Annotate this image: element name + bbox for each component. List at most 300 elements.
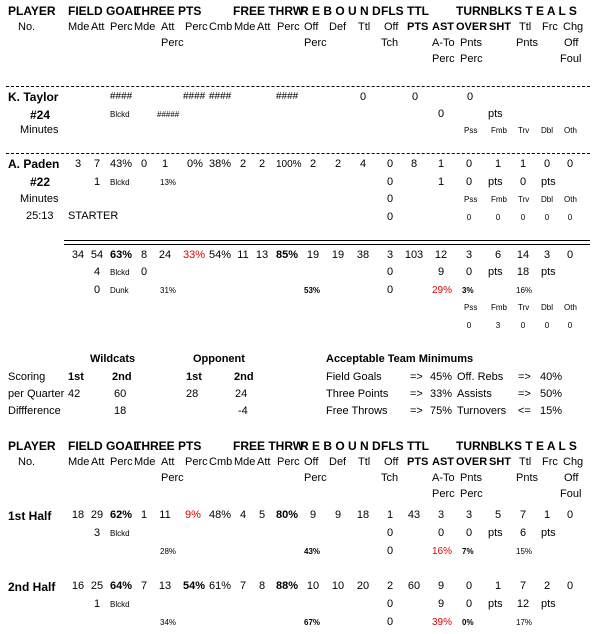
minutes-label: Minutes [20, 193, 59, 205]
pss-label: Pss [464, 303, 478, 312]
frc: 0 [543, 158, 551, 170]
fls-tch: 0 [386, 284, 394, 296]
stl-ttl-header: Ttl [519, 456, 532, 468]
a-to-perc-header: Perc [432, 488, 455, 500]
turn: 3 [465, 249, 473, 261]
cmb: 38% [209, 158, 232, 170]
tp-perc: 33% [183, 249, 206, 261]
tp-att: 24 [158, 249, 172, 261]
reb-ttl: 4 [359, 158, 367, 170]
opponent-diff: -4 [238, 405, 248, 417]
stl-perc: 17% [516, 618, 533, 627]
tp-mde: 1 [140, 509, 148, 521]
wildcats-diff: 18 [114, 405, 127, 417]
stl-pnts: 12 [516, 598, 530, 610]
reb-ttl-value: 0 [360, 91, 367, 103]
reb-ttl: 20 [356, 580, 370, 592]
minimum-value: 50% [540, 388, 563, 400]
fg-att: 29 [90, 509, 104, 521]
reb-def-header: Def [329, 456, 347, 468]
over-header: OVER [456, 456, 488, 468]
fg-mde: 16 [71, 580, 85, 592]
opponent-second-header: 2nd [234, 371, 254, 383]
tp-att: 13 [158, 580, 172, 592]
blckd-label: Blckd [110, 268, 130, 277]
over-pnts: 0 [465, 266, 473, 278]
dbl-label: Dbl [541, 126, 554, 135]
blk-header: BLK [489, 439, 514, 453]
fg-perc-header: Perc [110, 456, 133, 468]
trv-value: 0 [520, 213, 526, 222]
minimum-op: => [410, 388, 423, 400]
minimum-value: 15% [540, 405, 563, 417]
starter-label: STARTER [68, 210, 119, 222]
fg-att: 25 [90, 580, 104, 592]
reb-off-perc-header: Perc [304, 472, 327, 484]
ft-att: 5 [258, 509, 266, 521]
fls-off-header: Off [384, 21, 399, 33]
trv-label: Trv [518, 126, 530, 135]
reb-off-header: Off [304, 21, 319, 33]
half-label: 1st Half [8, 509, 52, 523]
ttl-header: TTL [407, 439, 429, 453]
tp-att: 1 [161, 158, 169, 170]
opponent-q2: 24 [235, 388, 248, 400]
blckd-label: Blckd [110, 600, 130, 609]
a-to: 9 [437, 598, 445, 610]
cmb: 48% [209, 509, 232, 521]
blk-header: BLK [489, 4, 514, 18]
fmb-value: 3 [495, 321, 501, 330]
fg-perc: 64% [110, 580, 133, 592]
stl-perc: 15% [516, 547, 533, 556]
dbl-value: 0 [544, 213, 550, 222]
fls: 0 [386, 158, 394, 170]
sht-header: SHT [489, 21, 511, 33]
cmb: 61% [209, 580, 232, 592]
fg-att: 7 [93, 158, 101, 170]
trv-label: Trv [518, 303, 530, 312]
fls-off: 0 [386, 527, 394, 539]
stl-ttl-header: Ttl [519, 21, 532, 33]
reb-def: 9 [334, 509, 342, 521]
tp-mde-header: Mde [134, 21, 156, 33]
blckd-value: 3 [93, 527, 101, 539]
reb-off: 2 [309, 158, 317, 170]
free-thrw-header: FREE THRW [233, 4, 305, 18]
chg: 0 [566, 158, 574, 170]
tp-mde: 7 [140, 580, 148, 592]
dunk-value: 0 [93, 284, 101, 296]
rebound-header: R E B O U N D [300, 4, 381, 18]
minutes-value: 25:13 [26, 210, 54, 222]
a-to-header: A-To [432, 37, 455, 49]
reb-ttl-header: Ttl [358, 456, 371, 468]
stl-ttl: 7 [519, 509, 527, 521]
ft-perc: 100% [276, 159, 302, 170]
ft-hash: #### [276, 91, 299, 102]
tp-perc: 9% [185, 509, 201, 521]
minimum-op: => [410, 371, 423, 383]
per-quarter-label: per Quarter [8, 388, 65, 400]
fg-mde: 3 [74, 158, 82, 170]
ft-att-header: Att [257, 456, 271, 468]
half-label: 2nd Half [8, 580, 56, 594]
fls-off: 0 [386, 176, 394, 188]
ft-att-header: Att [257, 21, 271, 33]
over-pnts-header: Pnts [460, 472, 483, 484]
player-name: K. Taylor [8, 90, 59, 104]
minimum-label: Three Points [326, 388, 389, 400]
fg-att-header: Att [91, 456, 105, 468]
tp-perc: 0% [187, 158, 203, 170]
pss-label: Pss [464, 126, 478, 135]
fg-perc: 43% [110, 158, 133, 170]
fg-mde: 34 [71, 249, 85, 261]
minimum-value: 75% [430, 405, 453, 417]
turn: 3 [465, 509, 473, 521]
fls-tch: 0 [386, 616, 394, 628]
reb-off-perc: 53% [304, 286, 321, 295]
fg-att: 54 [90, 249, 104, 261]
reb-off-perc: 67% [304, 618, 321, 627]
oth-label: Oth [564, 303, 577, 312]
divider [6, 86, 590, 87]
frc: 3 [543, 249, 551, 261]
wildcats-q2: 60 [114, 388, 127, 400]
fg-att-header: Att [91, 21, 105, 33]
stl-pnts-header: Pnts [516, 472, 539, 484]
blk: 5 [494, 509, 502, 521]
ttl-header: TTL [407, 4, 429, 18]
fmb-label: Fmb [491, 303, 507, 312]
no-header: No. [18, 21, 36, 33]
fg-hash: #### [110, 91, 133, 102]
over-perc: 3% [462, 286, 474, 295]
fg-perc-header: Perc [110, 21, 133, 33]
pts: 60 [407, 580, 421, 592]
fls-tch: 0 [386, 545, 394, 557]
minimum-value: 33% [430, 388, 453, 400]
tp-mde-2: 0 [140, 266, 148, 278]
pts-label: pts [488, 598, 503, 610]
tp-perc: 54% [183, 580, 206, 592]
tp-att-perc: 28% [160, 547, 177, 556]
stl-pnts: 18 [516, 266, 530, 278]
a-to: 0 [437, 527, 445, 539]
stl-ttl: 14 [516, 249, 530, 261]
turn-header: TURN [456, 4, 490, 18]
pts-label: pts [541, 266, 556, 278]
fls-header: FLS [381, 439, 404, 453]
opponent-header: Opponent [193, 353, 245, 365]
turn-value: 0 [467, 91, 474, 103]
reb-ttl: 18 [356, 509, 370, 521]
tp-perc-header: Perc [185, 456, 208, 468]
a-to: 9 [437, 266, 445, 278]
minimum-value: 45% [430, 371, 453, 383]
minimum-label: Assists [457, 388, 492, 400]
blckd-value: 4 [93, 266, 101, 278]
pts-header: PTS [407, 21, 429, 33]
opponent-q1: 28 [186, 388, 199, 400]
oth-value: 0 [567, 213, 573, 222]
blckd-label: Blckd [110, 110, 130, 119]
tp-att-perc: 31% [160, 286, 177, 295]
ft-perc: 80% [276, 509, 299, 521]
chg-header: Chg [563, 21, 584, 33]
over-perc: 0% [462, 618, 474, 627]
reb-def: 10 [331, 580, 345, 592]
tp-att-perc: 13% [160, 178, 177, 187]
reb-off: 10 [306, 580, 320, 592]
ft-mde-header: Mde [234, 456, 256, 468]
minimum-op: => [518, 371, 531, 383]
fg-perc: 62% [110, 509, 133, 521]
fls-off-header: Off [384, 456, 399, 468]
minimum-op: => [410, 405, 423, 417]
fmb-label: Fmb [491, 126, 507, 135]
a-to-perc-header: Perc [432, 53, 455, 65]
ft-perc: 85% [276, 249, 299, 261]
pts: 43 [407, 509, 421, 521]
oth-label: Oth [564, 126, 577, 135]
trv-value: 0 [520, 321, 526, 330]
minutes-label: Minutes [20, 124, 59, 136]
wildcats-header: Wildcats [90, 353, 136, 365]
frc: 2 [543, 580, 551, 592]
ft-perc-header: Perc [277, 456, 300, 468]
pss-label: Pss [464, 195, 478, 204]
blckd-label: Blckd [110, 529, 130, 538]
pts-label: pts [541, 527, 556, 539]
blckd-value: 1 [93, 598, 101, 610]
cmb: 54% [209, 249, 232, 261]
wildcats-q1: 42 [68, 388, 81, 400]
ast: 3 [437, 509, 445, 521]
minimums-title: Acceptable Team Minimums [326, 353, 474, 365]
ft-att: 2 [258, 158, 266, 170]
pts-label: pts [488, 176, 503, 188]
cmb-header: Cmb [209, 21, 233, 33]
ast: 9 [437, 580, 445, 592]
foul-header: Foul [560, 53, 582, 65]
reb-off-perc: 43% [304, 547, 321, 556]
frc-header: Frc [542, 21, 558, 33]
stl-pnts-header: Pnts [516, 37, 539, 49]
fg-mde-header: Mde [68, 21, 90, 33]
pss-value: 0 [466, 213, 472, 222]
fmb-value: 0 [495, 213, 501, 222]
ast-header: AST [432, 21, 454, 33]
three-pts-header: THREE PTS [134, 439, 202, 453]
rebound-header: R E B O U N D [300, 439, 381, 453]
fls-off: 0 [386, 266, 394, 278]
over-pnts-header: Pnts [460, 37, 483, 49]
three-pts-header: THREE PTS [134, 4, 202, 18]
reb-def-header: Def [329, 21, 347, 33]
ft-perc-header: Perc [277, 21, 300, 33]
fls-tch-header: Tch [381, 472, 399, 484]
tp-att: 11 [159, 509, 171, 521]
pts-label: pts [488, 266, 503, 278]
turn: 0 [465, 158, 473, 170]
over-pnts: 0 [465, 176, 473, 188]
blk: 1 [494, 158, 502, 170]
ft-att: 8 [258, 580, 266, 592]
pts-label: pts [488, 527, 503, 539]
wildcats-second-header: 2nd [112, 371, 132, 383]
dbl-label: Dbl [541, 303, 554, 312]
reb-def: 19 [331, 249, 345, 261]
ft-perc: 88% [276, 580, 299, 592]
totals-divider [64, 240, 590, 245]
field-goal-header: FIELD GOAL [68, 4, 141, 18]
fls-tch: 0 [386, 193, 394, 205]
dbl-label: Dbl [541, 195, 554, 204]
a-to: 1 [437, 176, 445, 188]
over-perc: 7% [462, 547, 474, 556]
stl-pnts: 6 [519, 527, 527, 539]
reb-ttl-header: Ttl [358, 21, 371, 33]
scoring-label: Scoring [8, 371, 46, 383]
fg-perc: 63% [110, 249, 133, 261]
fls-header: FLS [381, 4, 404, 18]
reb-off: 19 [306, 249, 320, 261]
ft-mde: 2 [239, 158, 247, 170]
opponent-first-header: 1st [186, 371, 202, 383]
steals-header: S T E A L S [514, 4, 577, 18]
pts-label: pts [541, 176, 556, 188]
foul-header: Foul [560, 488, 582, 500]
over-perc-header: Perc [460, 488, 483, 500]
chg: 0 [566, 249, 574, 261]
player-number: #24 [30, 108, 51, 122]
tp-att-header: Att [161, 21, 175, 33]
ast-perc: 39% [432, 617, 453, 628]
minimum-label: Turnovers [457, 405, 507, 417]
stl-pnts: 0 [519, 176, 527, 188]
pts: 103 [404, 249, 424, 261]
tp-mde: 0 [140, 158, 148, 170]
reb-ttl: 38 [356, 249, 370, 261]
player-name: A. Paden [8, 157, 60, 171]
player-header: PLAYER [8, 4, 56, 18]
stl-perc: 16% [516, 286, 533, 295]
stl-ttl: 7 [519, 580, 527, 592]
blckd-label: Blckd [110, 178, 130, 187]
difference-label: Diffference [8, 405, 61, 417]
ast: 1 [437, 158, 445, 170]
frc: 1 [543, 509, 551, 521]
fls: 3 [386, 249, 394, 261]
player-header: PLAYER [8, 439, 56, 453]
reb-def: 2 [334, 158, 342, 170]
fls-extra: 0 [386, 211, 394, 223]
minimum-op: => [518, 388, 531, 400]
ft-att: 13 [255, 249, 269, 261]
tp-perc-hash: ##### [157, 110, 180, 119]
pss-value: 0 [466, 321, 472, 330]
blckd-value: 1 [93, 176, 101, 188]
sht-header: SHT [489, 456, 511, 468]
a-to-header: A-To [432, 472, 455, 484]
turn-header: TURN [456, 439, 490, 453]
fmb-label: Fmb [491, 195, 507, 204]
chg: 0 [566, 580, 574, 592]
minimum-label: Off. Rebs [457, 371, 504, 383]
ast-value: 0 [438, 108, 445, 120]
oth-value: 0 [567, 321, 573, 330]
ft-mde: 4 [239, 509, 247, 521]
ft-mde: 7 [239, 580, 247, 592]
ast-perc: 29% [432, 285, 453, 296]
cmb-header: Cmb [209, 456, 233, 468]
reb-off-perc-header: Perc [304, 37, 327, 49]
chg: 0 [566, 509, 574, 521]
minimum-op: <= [518, 405, 531, 417]
fg-mde-header: Mde [68, 456, 90, 468]
turn: 0 [465, 580, 473, 592]
player-number: #22 [30, 175, 51, 189]
reb-off: 9 [309, 509, 317, 521]
tp-mde: 8 [140, 249, 148, 261]
fls: 2 [386, 580, 394, 592]
tp-att-perc-header: Perc [161, 37, 184, 49]
blk: 6 [494, 249, 502, 261]
steals-header: S T E A L S [514, 439, 577, 453]
tp-mde-header: Mde [134, 456, 156, 468]
chg-header: Chg [563, 456, 584, 468]
chg-off-header: Off [564, 472, 579, 484]
stl-ttl: 1 [519, 158, 527, 170]
ast-header: AST [432, 456, 454, 468]
blk: 1 [494, 580, 502, 592]
tp-perc-header: Perc [185, 21, 208, 33]
cmb-hash: #### [209, 91, 232, 102]
tp-att-perc: 34% [160, 618, 177, 627]
divider [6, 153, 590, 154]
no-header: No. [18, 456, 36, 468]
trv-label: Trv [518, 195, 530, 204]
over-perc-header: Perc [460, 53, 483, 65]
fls-tch-header: Tch [381, 37, 399, 49]
ft-mde: 11 [237, 249, 249, 261]
minimum-label: Free Throws [326, 405, 388, 417]
pts-label: pts [488, 108, 503, 120]
pts-label: pts [541, 598, 556, 610]
fg-mde: 18 [71, 509, 85, 521]
dbl-value: 0 [544, 321, 550, 330]
fls-off: 0 [386, 598, 394, 610]
minimum-label: Field Goals [326, 371, 382, 383]
wildcats-first-header: 1st [68, 371, 84, 383]
ft-mde-header: Mde [234, 21, 256, 33]
ast: 12 [434, 249, 448, 261]
dunk-label: Dunk [110, 286, 129, 295]
free-thrw-header: FREE THRW [233, 439, 305, 453]
over-pnts: 0 [465, 598, 473, 610]
over-pnts: 0 [465, 527, 473, 539]
ast-perc: 16% [432, 546, 453, 557]
tp-hash: #### [183, 91, 206, 102]
pts-value: 0 [412, 91, 419, 103]
fls: 1 [386, 509, 394, 521]
pts: 8 [410, 158, 418, 170]
tp-att-perc-header: Perc [161, 472, 184, 484]
frc-header: Frc [542, 456, 558, 468]
pts-header: PTS [407, 456, 429, 468]
